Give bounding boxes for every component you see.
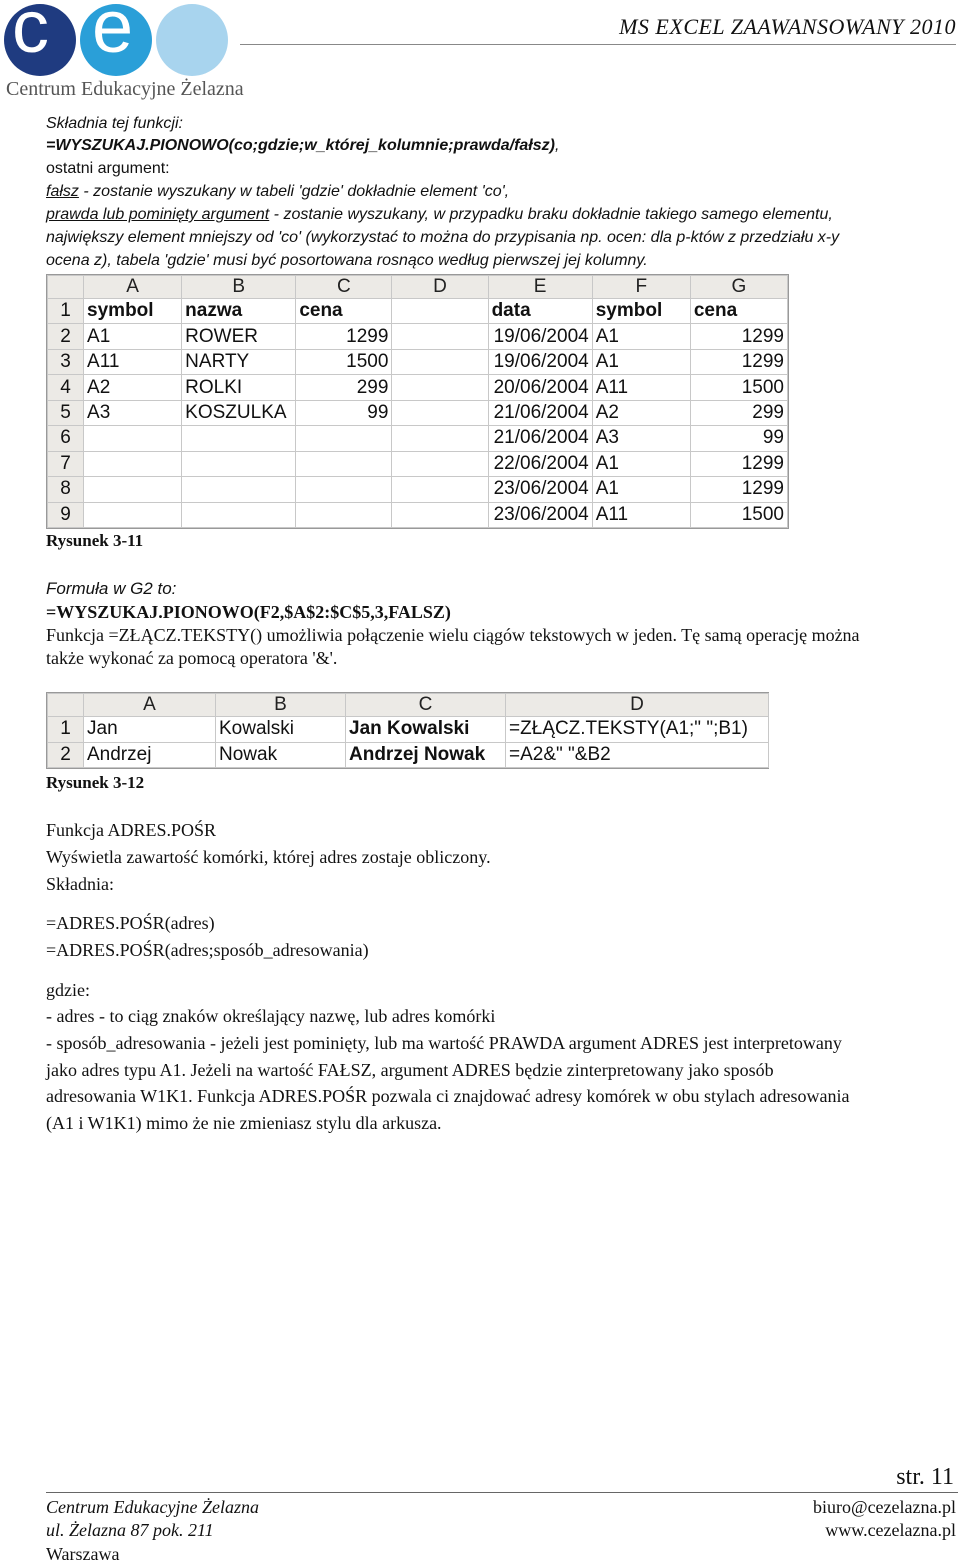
footer-website-link[interactable]: www.cezelazna.pl <box>825 1520 956 1541</box>
formula-label: Formuła w G2 to: <box>46 579 177 598</box>
concat-desc-line-2: także wykonać za pomocą operatora '&'. <box>46 648 338 668</box>
true-arg-term: prawda lub pominięty argument <box>46 206 270 223</box>
cell: Andrzej <box>84 742 216 768</box>
logo-letter-e: e <box>92 0 134 68</box>
cell: symbol <box>84 299 182 324</box>
cell: A1 <box>592 451 690 476</box>
formula-text: =WYSZUKAJ.PIONOWO(F2,$A$2:$C$5,3,FALSZ) <box>46 602 451 622</box>
cell: A1 <box>592 349 690 374</box>
table-row <box>48 400 788 425</box>
row-number: 7 <box>48 451 84 476</box>
cell <box>392 477 488 502</box>
column-header: B <box>182 276 296 299</box>
footer-street: ul. Żelazna 87 pok. 211 <box>46 1520 214 1541</box>
spreadsheet-table-1 <box>47 275 788 528</box>
cell: 1500 <box>296 349 392 374</box>
corner-cell <box>48 276 84 299</box>
cell: =ZŁĄCZ.TEKSTY(A1;" ";B1) <box>506 717 769 743</box>
cell <box>296 502 392 528</box>
table-row <box>48 299 788 324</box>
cell <box>392 349 488 374</box>
adres-param-1: - adres - to ciąg znaków określający nazwę, lub adres komórki <box>46 1006 496 1026</box>
column-header: E <box>488 276 592 299</box>
cell: ROWER <box>182 324 296 349</box>
cell: A1 <box>592 324 690 349</box>
cell: 23/06/2004 <box>488 477 592 502</box>
cell: 21/06/2004 <box>488 400 592 425</box>
last-arg-label: ostatni argument: <box>46 160 170 177</box>
footer-city: Warszawa <box>46 1543 120 1562</box>
concat-desc-line-1: Funkcja =ZŁĄCZ.TEKSTY() umożliwia połączenie wielu ciągów tekstowych w jeden. Tę samą operację można <box>46 625 860 645</box>
cell: =A2&" "&B2 <box>506 742 769 768</box>
adres-param-2-line-4: (A1 i W1K1) mimo że nie zmieniasz stylu dla arkusza. <box>46 1113 442 1133</box>
cell <box>296 426 392 451</box>
cell <box>392 426 488 451</box>
cell: A11 <box>592 375 690 400</box>
column-header: G <box>690 276 787 299</box>
cell <box>392 375 488 400</box>
table-row <box>48 477 788 502</box>
footer-org: Centrum Edukacyjne Żelazna <box>46 1497 259 1517</box>
table-row <box>48 375 788 400</box>
row-number: 3 <box>48 349 84 374</box>
cell: A1 <box>84 324 182 349</box>
footer-contact <box>813 1496 956 1543</box>
header-title: MS EXCEL ZAAWANSOWANY 2010 <box>619 14 956 39</box>
cell <box>182 426 296 451</box>
intro-line-7: ocena z), tabela 'gdzie' musi być posortowana rosnąco według pierwszej jej kolumny. <box>46 252 648 269</box>
column-header: A <box>84 694 216 717</box>
cell: cena <box>296 299 392 324</box>
cell: Kowalski <box>216 717 346 743</box>
table-row <box>48 451 788 476</box>
column-header-row <box>48 276 788 299</box>
spreadsheet-figure-3-12 <box>46 692 769 769</box>
cell: Nowak <box>216 742 346 768</box>
cell: Andrzej Nowak <box>346 742 506 768</box>
cell: 99 <box>690 426 787 451</box>
cell <box>392 299 488 324</box>
cell: 1500 <box>690 375 787 400</box>
cell: 1299 <box>296 324 392 349</box>
true-arg-desc <box>46 206 833 224</box>
row-number: 4 <box>48 375 84 400</box>
cell: A1 <box>592 477 690 502</box>
cell: 19/06/2004 <box>488 349 592 374</box>
table-row <box>48 717 769 743</box>
cell: 299 <box>296 375 392 400</box>
cell: 23/06/2004 <box>488 502 592 528</box>
false-arg-text: - zostanie wyszukany w tabeli 'gdzie' dokładnie element 'co', <box>78 183 510 200</box>
cell: cena <box>690 299 787 324</box>
cell <box>392 324 488 349</box>
cell: A2 <box>84 375 182 400</box>
row-number: 9 <box>48 502 84 528</box>
cell: symbol <box>592 299 690 324</box>
row-number: 1 <box>48 717 84 743</box>
cell <box>84 426 182 451</box>
table-row <box>48 324 788 349</box>
adres-desc: Wyświetla zawartość komórki, której adres zostaje obliczony. <box>46 847 491 867</box>
cell: A3 <box>84 400 182 425</box>
cell: Jan Kowalski <box>346 717 506 743</box>
column-header: B <box>216 694 346 717</box>
cell <box>296 477 392 502</box>
cell: A3 <box>592 426 690 451</box>
adres-param-2-line-1: - sposób_adresowania - jeżeli jest pominięty, lub ma wartość PRAWDA argument ADRES jest interpretowany <box>46 1033 842 1053</box>
row-number: 8 <box>48 477 84 502</box>
syntax-label: Składnia tej funkcji: <box>46 115 183 132</box>
adres-param-2-line-3: adresowania W1K1. Funkcja ADRES.POŚR pozwala ci znajdować adresy komórek w obu stylach adresowania <box>46 1086 850 1106</box>
cell: 299 <box>690 400 787 425</box>
adres-syntax-label: Składnia: <box>46 874 114 894</box>
adres-syntax-1: =ADRES.POŚR(adres) <box>46 913 215 933</box>
cell: 1299 <box>690 349 787 374</box>
adres-heading: Funkcja ADRES.POŚR <box>46 820 217 840</box>
table-row <box>48 426 788 451</box>
column-header: C <box>296 276 392 299</box>
true-arg-text: - zostanie wyszukany, w przypadku braku dokładnie takiego samego elementu, <box>269 206 833 223</box>
spreadsheet-figure-3-11 <box>46 274 789 529</box>
footer-email-link[interactable]: biuro@cezelazna.pl <box>813 1497 956 1517</box>
cell: 19/06/2004 <box>488 324 592 349</box>
adres-param-2-line-2: jako adres typu A1. Jeżeli na wartość FAŁSZ, argument ADRES będzie zinterpretowany jako sposób <box>46 1060 774 1080</box>
footer-address <box>46 1496 259 1562</box>
figure-caption-3-12: Rysunek 3-12 <box>46 773 145 792</box>
table-row <box>48 349 788 374</box>
cell: 1299 <box>690 451 787 476</box>
page-number: str. 11 <box>896 1464 954 1490</box>
column-header: A <box>84 276 182 299</box>
syntax-formula <box>46 137 559 155</box>
cell <box>392 502 488 528</box>
cell: 21/06/2004 <box>488 426 592 451</box>
cell: A2 <box>592 400 690 425</box>
logo-text: Centrum Edukacyjne Żelazna <box>6 78 244 100</box>
column-header: F <box>592 276 690 299</box>
cell <box>182 477 296 502</box>
cell <box>84 477 182 502</box>
cell <box>182 502 296 528</box>
logo <box>0 0 250 104</box>
cell <box>296 451 392 476</box>
cell: nazwa <box>182 299 296 324</box>
row-number: 2 <box>48 742 84 768</box>
cell <box>182 451 296 476</box>
intro-line-6: największy element mniejszy od 'co' (wykorzystać to można do przypisania np. ocen: dla p-któw z przedziału x-y <box>46 229 840 246</box>
cell: KOSZULKA <box>182 400 296 425</box>
row-number: 1 <box>48 299 84 324</box>
cell: A11 <box>592 502 690 528</box>
adres-where-label: gdzie: <box>46 980 90 1000</box>
cell: 99 <box>296 400 392 425</box>
column-header: D <box>506 694 769 717</box>
cell: ROLKI <box>182 375 296 400</box>
cell: 20/06/2004 <box>488 375 592 400</box>
column-header: C <box>346 694 506 717</box>
cell <box>84 451 182 476</box>
corner-cell <box>48 694 84 717</box>
cell: 1299 <box>690 477 787 502</box>
cell: 1299 <box>690 324 787 349</box>
false-arg-term: fałsz <box>46 183 79 200</box>
cell <box>392 451 488 476</box>
row-number: 5 <box>48 400 84 425</box>
column-header: D <box>392 276 488 299</box>
header-rule <box>240 44 956 45</box>
syntax-formula-text: =WYSZUKAJ.PIONOWO(co;gdzie;w_której_kolumnie;prawda/fałsz) <box>46 137 555 154</box>
adres-syntax-2: =ADRES.POŚR(adres;sposób_adresowania) <box>46 940 369 960</box>
false-arg-desc <box>46 183 509 201</box>
row-number: 6 <box>48 426 84 451</box>
cell: NARTY <box>182 349 296 374</box>
logo-circle-light <box>156 4 228 76</box>
footer-rule <box>46 1492 958 1493</box>
row-number: 2 <box>48 324 84 349</box>
cell <box>392 400 488 425</box>
syntax-formula-tail: , <box>554 137 560 154</box>
cell: 1500 <box>690 502 787 528</box>
logo-letter-c: c <box>12 0 49 68</box>
cell: data <box>488 299 592 324</box>
spreadsheet-table-2 <box>47 693 769 768</box>
cell <box>84 502 182 528</box>
cell: 22/06/2004 <box>488 451 592 476</box>
cell: Jan <box>84 717 216 743</box>
column-header-row <box>48 694 769 717</box>
cell: A11 <box>84 349 182 374</box>
table-row <box>48 742 769 768</box>
figure-caption-3-11: Rysunek 3-11 <box>46 531 144 550</box>
table-row <box>48 502 788 528</box>
